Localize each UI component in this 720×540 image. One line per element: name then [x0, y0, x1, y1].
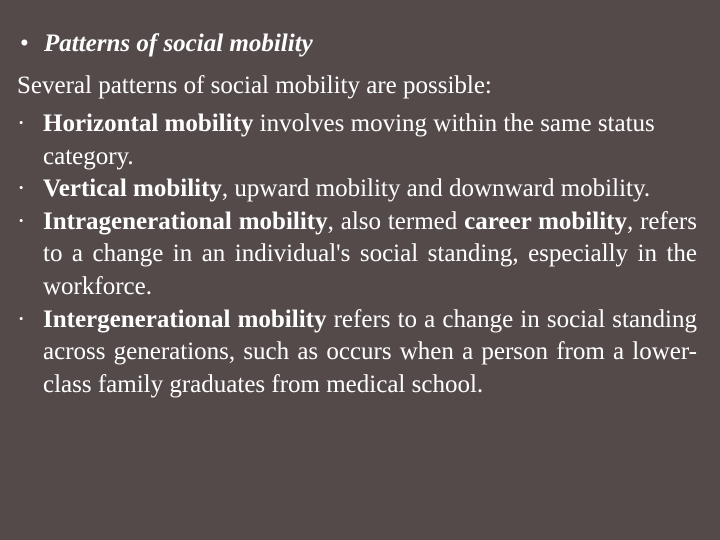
list-item: [17, 173, 697, 206]
item-term: Intergenerational mobility: [43, 305, 327, 333]
item-text-secondary: , refers to a change in an individual's social standing, especially in the workforce.: [43, 207, 697, 300]
item-text: , also termed: [327, 207, 465, 235]
bullet-icon: ·: [17, 207, 26, 235]
bullet-icon: ·: [17, 110, 26, 137]
item-term-secondary: career mobility: [464, 207, 627, 235]
bullet-icon: ·: [17, 305, 26, 333]
item-term: Intragenerational mobility: [43, 207, 328, 235]
item-term: Horizontal mobility: [43, 110, 254, 137]
item-term: Vertical mobility: [43, 175, 222, 203]
item-text: refers to a change in social standing across generations, such as occurs when a person from a lower-class family graduates from medical school.: [43, 305, 698, 398]
bullet-list: [17, 108, 697, 401]
bullet-icon: ·: [17, 175, 26, 203]
slide-heading: [20, 28, 313, 60]
list-item: [17, 206, 697, 304]
intro-text: Several patterns of social mobility are possible:: [17, 72, 492, 99]
heading-bullet: •: [20, 30, 29, 57]
list-item: [17, 108, 697, 173]
item-text: involves moving within the same status category.: [43, 110, 655, 170]
item-text: , upward mobility and downward mobility.: [221, 175, 651, 203]
heading-text: Patterns of social mobility: [44, 30, 313, 57]
list-item: [17, 304, 697, 402]
